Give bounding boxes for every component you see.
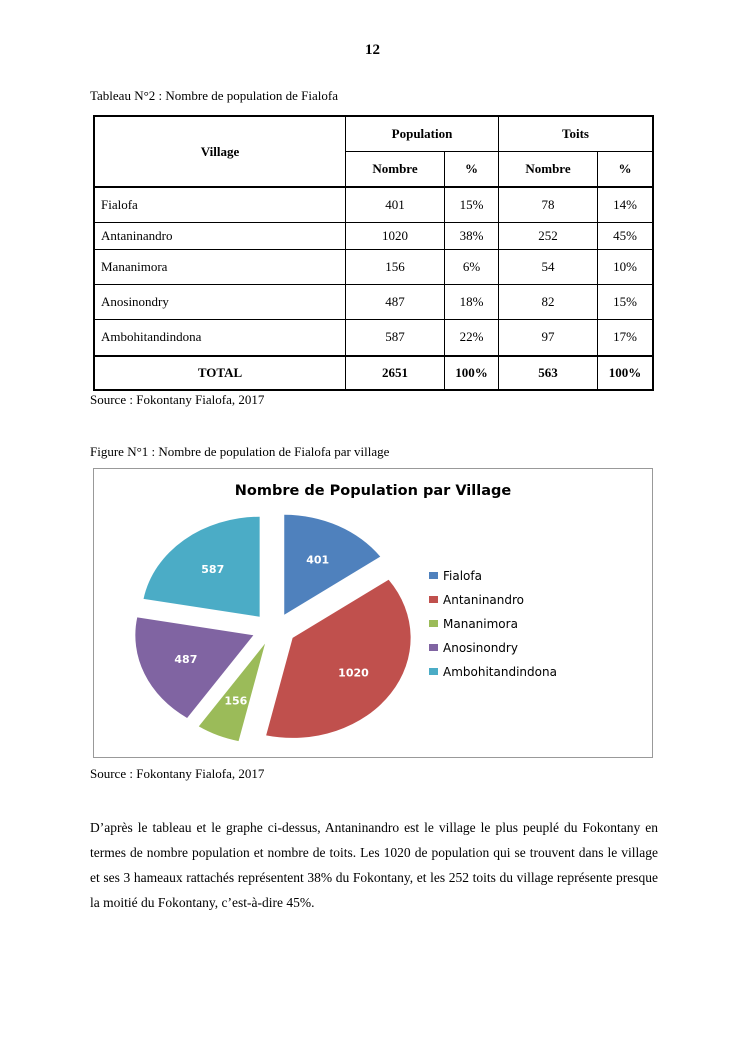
cell-village: Fialofa — [94, 187, 346, 222]
table-row — [94, 187, 653, 222]
cell-pop-pct: 6% — [445, 249, 499, 284]
cell-toits: 82 — [499, 284, 598, 319]
legend-label: Fialofa — [443, 569, 482, 583]
body-paragraph: D’après le tableau et le graphe ci-dessus, Antaninandro est le village le plus peuplé du Fokontany en termes de nombre population et nombre de toits. Les 1020 de population qui se trouvent dans le village et ses 3 hameaux rattachés représentent 38% du Fokontany, et les 252 toits du village représente presque la moitié du Fokontany, c’est-à-dire 45%. — [90, 820, 658, 910]
cell-pop-pct: 22% — [445, 319, 499, 356]
data-label: 401 — [306, 553, 330, 567]
header-pop-percent: % — [445, 151, 499, 187]
cell-toits: 252 — [499, 222, 598, 249]
cell-pop-pct: 38% — [445, 222, 499, 249]
data-label: 587 — [201, 563, 225, 577]
cell-pop: 487 — [346, 284, 445, 319]
figure-caption: Figure N°1 : Nombre de population de Fialofa par village — [90, 444, 390, 459]
data-label: 487 — [174, 653, 198, 667]
pie-chart — [93, 468, 653, 758]
cell-village: Ambohitandindona — [94, 319, 346, 356]
cell-toits-pct: 17% — [598, 319, 654, 356]
cell-total-label: TOTAL — [94, 356, 346, 390]
cell-village: Antaninandro — [94, 222, 346, 249]
table-row — [94, 249, 653, 284]
table-row — [94, 222, 653, 249]
cell-total-toits-pct: 100% — [598, 356, 654, 390]
table-caption: Tableau N°2 : Nombre de population de Fialofa — [90, 88, 338, 103]
figure-source: Source : Fokontany Fialofa, 2017 — [90, 766, 265, 781]
legend-label: Antaninandro — [443, 593, 525, 607]
legend-swatch — [429, 572, 438, 579]
table-source: Source : Fokontany Fialofa, 2017 — [90, 392, 265, 407]
cell-toits: 97 — [499, 319, 598, 356]
cell-village: Anosinondry — [94, 284, 346, 319]
chart-title: Nombre de Population par Village — [234, 483, 512, 499]
header-population: Population — [346, 116, 499, 151]
data-label: 1020 — [338, 666, 369, 680]
cell-toits: 54 — [499, 249, 598, 284]
header-pop-nombre: Nombre — [346, 151, 445, 187]
cell-total-pop-pct: 100% — [445, 356, 499, 390]
legend-swatch — [429, 596, 438, 603]
legend-swatch — [429, 644, 438, 651]
header-toits-percent: % — [598, 151, 654, 187]
cell-pop: 587 — [346, 319, 445, 356]
cell-total-pop: 2651 — [346, 356, 445, 390]
cell-total-toits: 563 — [499, 356, 598, 390]
table-row — [94, 284, 653, 319]
legend-swatch — [429, 668, 438, 675]
cell-pop-pct: 18% — [445, 284, 499, 319]
legend-label: Ambohitandindona — [443, 665, 557, 679]
cell-toits: 78 — [499, 187, 598, 222]
cell-pop: 401 — [346, 187, 445, 222]
data-label: 156 — [224, 694, 248, 708]
legend-swatch — [429, 620, 438, 627]
table-row — [94, 319, 653, 356]
page-number: 12 — [365, 42, 380, 58]
header-village: Village — [94, 116, 346, 187]
header-toits-nombre: Nombre — [499, 151, 598, 187]
legend-label: Anosinondry — [443, 641, 518, 655]
population-table — [93, 115, 654, 391]
total-row — [94, 356, 653, 390]
cell-toits-pct: 15% — [598, 284, 654, 319]
cell-pop: 156 — [346, 249, 445, 284]
cell-pop-pct: 15% — [445, 187, 499, 222]
cell-pop: 1020 — [346, 222, 445, 249]
legend-label: Mananimora — [443, 617, 518, 631]
cell-village: Mananimora — [94, 249, 346, 284]
cell-toits-pct: 10% — [598, 249, 654, 284]
header-toits: Toits — [499, 116, 654, 151]
cell-toits-pct: 14% — [598, 187, 654, 222]
cell-toits-pct: 45% — [598, 222, 654, 249]
